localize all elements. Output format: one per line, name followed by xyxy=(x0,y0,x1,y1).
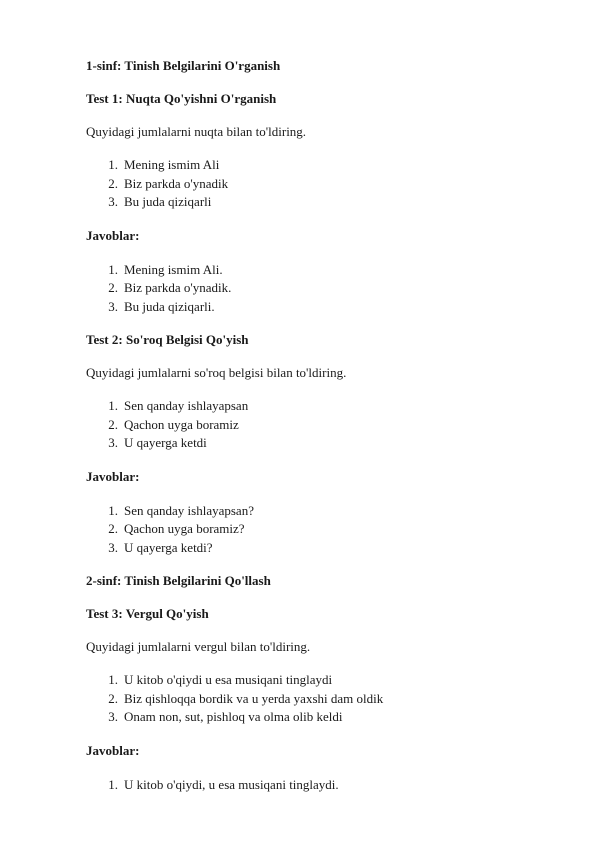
list-item: 1. U kitob o'qiydi, u esa musiqani tinglaydi. xyxy=(86,776,556,795)
list-item: 2. Biz parkda o'ynadik xyxy=(86,175,556,194)
question-list xyxy=(86,156,556,212)
section-title: 2-sinf: Tinish Belgilarini Qo'llash xyxy=(86,573,271,588)
question-text: U kitob o'qiydi u esa musiqani tinglaydi xyxy=(124,672,333,687)
list-item: 3. U qayerga ketdi xyxy=(86,434,556,453)
question-text: Sen qanday ishlayapsan xyxy=(124,398,249,413)
question-text: Onam non, sut, pishloq va olma olib keldi xyxy=(124,709,343,724)
list-item: 1. U kitob o'qiydi u esa musiqani tinglaydi xyxy=(86,671,556,690)
answers-label: Javoblar: xyxy=(86,227,140,243)
answer-text: Sen qanday ishlayapsan? xyxy=(124,502,254,518)
question-text: Mening ismim Ali xyxy=(124,157,220,172)
test-instruction: Quyidagi jumlalarni vergul bilan to'ldiring. xyxy=(86,639,311,654)
test-title: Test 1: Nuqta Qo'yishni O'rganish xyxy=(86,91,277,106)
answer-text: U qayerga ketdi? xyxy=(124,539,213,555)
answer-text: U kitob o'qiydi, u esa musiqani tinglaydi. xyxy=(124,776,339,792)
section-title: 1-sinf: Tinish Belgilarini O'rganish xyxy=(86,58,281,73)
question-list xyxy=(86,671,556,727)
list-item: 3. U qayerga ketdi? xyxy=(86,539,556,558)
answer-list xyxy=(86,502,556,558)
test-title: Test 2: So'roq Belgisi Qo'yish xyxy=(86,332,249,347)
list-item: 1. Sen qanday ishlayapsan? xyxy=(86,502,556,521)
list-item: 3. Bu juda qiziqarli xyxy=(86,193,556,212)
list-item: 2. Qachon uyga boramiz? xyxy=(86,520,556,539)
answer-text: Bu juda qiziqarli. xyxy=(124,298,215,314)
list-item: 3. Bu juda qiziqarli. xyxy=(86,298,556,317)
list-item: 1. Mening ismim Ali xyxy=(86,156,556,175)
question-text: Qachon uyga boramiz xyxy=(124,416,239,432)
list-item: 2. Biz parkda o'ynadik. xyxy=(86,279,556,298)
list-item: 3. Onam non, sut, pishloq va olma olib keldi xyxy=(86,708,556,727)
list-item: 1. Sen qanday ishlayapsan xyxy=(86,397,556,416)
list-item: 1. Mening ismim Ali. xyxy=(86,261,556,280)
test-instruction: Quyidagi jumlalarni so'roq belgisi bilan to'ldiring. xyxy=(86,365,347,380)
question-text: U qayerga ketdi xyxy=(124,435,207,450)
document-page xyxy=(86,58,556,810)
question-list xyxy=(86,397,556,453)
list-item: 2. Qachon uyga boramiz xyxy=(86,416,556,435)
answer-text: Biz parkda o'ynadik. xyxy=(124,280,232,295)
question-text: Biz qishloqqa bordik va u yerda yaxshi dam oldik xyxy=(124,690,384,706)
test-instruction: Quyidagi jumlalarni nuqta bilan to'ldiring. xyxy=(86,124,307,139)
answers-label: Javoblar: xyxy=(86,742,140,758)
answer-list xyxy=(86,776,556,795)
answer-text: Qachon uyga boramiz? xyxy=(124,521,245,536)
answer-list xyxy=(86,261,556,317)
answers-label: Javoblar: xyxy=(86,468,140,484)
question-text: Biz parkda o'ynadik xyxy=(124,175,229,191)
answer-text: Mening ismim Ali. xyxy=(124,261,223,277)
test-title: Test 3: Vergul Qo'yish xyxy=(86,606,209,621)
list-item: 2. Biz qishloqqa bordik va u yerda yaxshi dam oldik xyxy=(86,690,556,709)
question-text: Bu juda qiziqarli xyxy=(124,194,212,209)
